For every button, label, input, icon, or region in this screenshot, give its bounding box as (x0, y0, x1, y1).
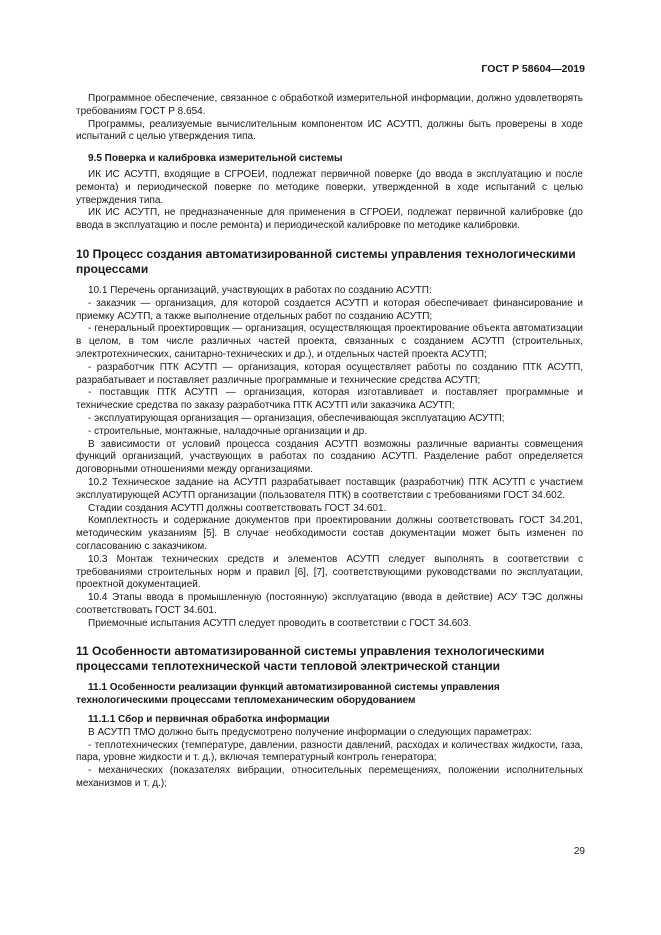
list-item: - разработчик ПТК АСУТП — организация, которая осуществляет работы по созданию ПТК АСУТП, разрабатывает и поставляет различные программные и технические средства АСУТП; (76, 361, 583, 386)
list-item: - механических (показателях вибрации, относительных перемещениях, положении исполнительных механизмов и т. д.); (76, 765, 583, 790)
paragraph: Приемочные испытания АСУТП следует проводить в соответствии с ГОСТ 34.603. (88, 617, 472, 629)
paragraph: В зависимости от условий процесса создания АСУТП возможны различные варианты совмещения функций организаций, участвующих в работах по созданию АСУТП. Разделение работ определяется договорными отношениями между организациями. (76, 438, 583, 476)
paragraph: 10.1 Перечень организаций, участвующих в работах по созданию АСУТП: (88, 284, 432, 296)
page-number: 29 (573, 846, 585, 857)
paragraph: ИК ИС АСУТП, не предназначенные для применения в СГРОЕИ, подлежат первичной калибровке (до ввода в эксплуатацию и после ремонта) и периодической калибровке по методике калибровки. (76, 207, 583, 232)
paragraph: В АСУТП ТМО должно быть предусмотрено получение информации о следующих параметрах: (88, 726, 532, 738)
document-body (76, 93, 583, 791)
paragraph: 10.4 Этапы ввода в промышленную (постоянную) эксплуатацию (ввода в действие) АСУ ТЭС должны соответствовать ГОСТ 34.601. (76, 592, 583, 616)
paragraph: Программы, реализуемые вычислительным компонентом ИС АСУТП, должны быть проверены в ходе испытаний с целью утверждения типа. (76, 118, 583, 143)
chapter-heading: 11 Особенности автоматизированной системы управления технологическими процессами теплотехнической части тепловой электрической станции (76, 644, 545, 674)
paragraph: 10.2 Техническое задание на АСУТП разрабатывает поставщик (разработчик) ПТК АСУТП с участием эксплуатирующей АСУТП организации (пользователя ПТК) в соответствии с требованиями ГОСТ 34.602. (76, 476, 583, 501)
list-item: - генеральный проектировщик — организация, осуществляющая проектирование объекта автоматизации в целом, в том числе различных частей проекта, связанных с созданием АСУТП (строительных, электротехнических, санитарно-технических и др.), и отдельных частей проекта АСУТП; (76, 323, 583, 360)
list-item: - поставщик ПТК АСУТП — организация, которая изготавливает и поставляет программные и технические средства по заказу разработчика ПТК АСУТП или заказчика АСУТП; (76, 387, 583, 412)
standard-header: ГОСТ Р 58604—2019 (481, 63, 585, 75)
list-item: - теплотехнических (температуре, давлении, разности давлений, расходах и количествах жидкости, газа, пара, уровне жидкости и т. д.), включая температурный контроль генератора; (76, 739, 583, 764)
paragraph: Комплектность и содержание документов при проектировании должны соответствовать ГОСТ 34.201, методическим указаниям [5]. В случае необходимости состав документации может быть изменен по согласованию с заказчиком. (76, 515, 583, 552)
chapter-heading: 10 Процесс создания автоматизированной системы управления технологическими процессами (76, 246, 576, 276)
paragraph: Программное обеспечение, связанное с обработкой измерительной информации, должно удовлетворять требованиям ГОСТ Р 8.654. (76, 93, 583, 117)
section-heading: 9.5 Поверка и калибровка измерительной системы (88, 153, 343, 165)
subsection-heading: 11.1.1 Сбор и первичная обработка информации (88, 714, 330, 726)
paragraph: 10.3 Монтаж технических средств и элементов АСУТП следует выполнять в соответствии с требованиями строительных норм и правил [6], [7], соответствующими руководствами по эксплуатации, проектной документацией. (76, 553, 583, 591)
section-heading: 11.1 Особенности реализации функций автоматизированной системы управления технологическими процессами тепломеханическим оборудованием (76, 682, 500, 707)
list-item: - строительные, монтажные, наладочные организации и др. (88, 425, 367, 437)
list-item: - эксплуатирующая организация — организация, обеспечивающая эксплуатацию АСУТП; (88, 412, 505, 424)
paragraph: ИК ИС АСУТП, входящие в СГРОЕИ, подлежат первичной поверке (до ввода в эксплуатацию и после ремонта) и периодической поверке по методике поверки, утвержденной в ходе испытаний с целью утверждения типа. (76, 168, 583, 206)
paragraph: Стадии создания АСУТП должны соответствовать ГОСТ 34.601. (88, 502, 387, 514)
list-item: - заказчик — организация, для которой создается АСУТП и которая обеспечивает финансирование и приемку АСУТП, а также выполнение отдельных работ по созданию АСУТП; (76, 297, 583, 322)
